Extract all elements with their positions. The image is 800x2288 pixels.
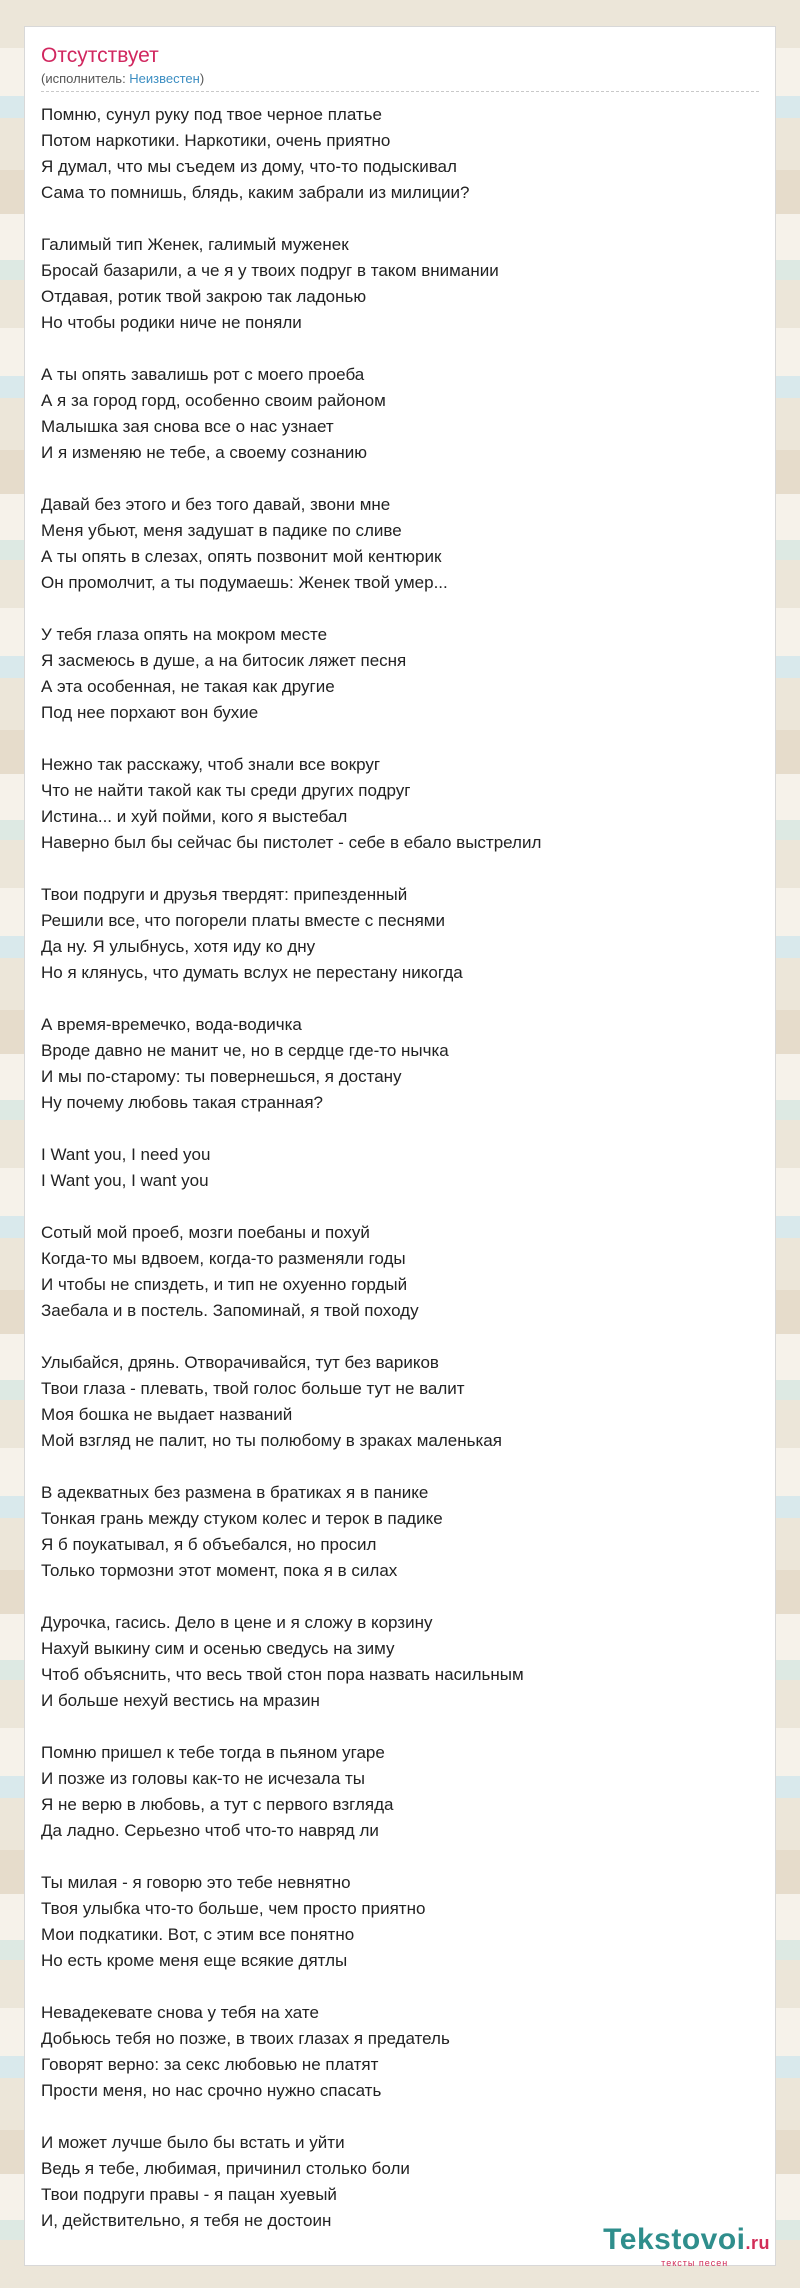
lyrics-line: Да ладно. Серьезно чтоб что-то навряд ли [41, 1821, 379, 1840]
lyrics-line: И позже из головы как-то не исчезала ты [41, 1769, 366, 1788]
lyrics-line: Моя бошка не выдает названий [41, 1405, 293, 1424]
lyrics-line: Я засмеюсь в душе, а на битосик ляжет песня [41, 651, 407, 670]
lyrics-line: И, действительно, я тебя не достоин [41, 2211, 332, 2230]
lyrics-line: Нахуй выкину сим и осенью сведусь на зиму [41, 1639, 395, 1658]
lyrics-stanza [41, 1480, 759, 1584]
lyrics-stanza [41, 232, 759, 336]
lyrics-line: И больше нехуй вестись на мразин [41, 1691, 320, 1710]
lyrics-line: Вроде давно не манит че, но в сердце где-то нычка [41, 1041, 449, 1060]
lyrics-body [41, 102, 759, 2234]
meta-prefix: (исполнитель: [41, 71, 130, 86]
lyrics-line: Под нее порхают вон бухие [41, 703, 259, 722]
lyrics-line: Но я клянусь, что думать вслух не перестану никогда [41, 963, 463, 982]
logo-wordmark [603, 2225, 770, 2258]
logo-tld: .ru [745, 2233, 770, 2253]
lyrics-stanza [41, 1870, 759, 1974]
lyrics-stanza [41, 1220, 759, 1324]
lyrics-line: Я не верю в любовь, а тут с первого взгляда [41, 1795, 394, 1814]
lyrics-line: Наверно был бы сейчас бы пистолет - себе в ебало выстрелил [41, 833, 542, 852]
site-logo[interactable] [603, 2225, 770, 2268]
lyrics-line: Говорят верно: за секс любовью не платят [41, 2055, 379, 2074]
title-divider [41, 91, 759, 92]
lyrics-stanza [41, 1610, 759, 1714]
lyrics-stanza [41, 2000, 759, 2104]
lyrics-card [24, 26, 776, 2266]
lyrics-line: Невадекевате снова у тебя на хате [41, 2003, 319, 2022]
lyrics-line: И мы по-старому: ты повернешься, я достану [41, 1067, 402, 1086]
lyrics-line: И я изменяю не тебе, а своему сознанию [41, 443, 367, 462]
lyrics-line: Твои подруги правы - я пацан хуевый [41, 2185, 337, 2204]
lyrics-line: Он промолчит, а ты подумаешь: Женек твой умер... [41, 573, 448, 592]
lyrics-line: Добьюсь тебя но позже, в твоих глазах я предатель [41, 2029, 450, 2048]
lyrics-line: Прости меня, но нас срочно нужно спасать [41, 2081, 382, 2100]
lyrics-line: И чтобы не спиздеть, и тип не охуенно гордый [41, 1275, 408, 1294]
lyrics-stanza [41, 492, 759, 596]
lyrics-line: Галимый тип Женек, галимый муженек [41, 235, 349, 254]
lyrics-line: Твоя улыбка что-то больше, чем просто приятно [41, 1899, 426, 1918]
lyrics-stanza [41, 2130, 759, 2234]
lyrics-line: И может лучше было бы встать и уйти [41, 2133, 345, 2152]
lyrics-line: Потом наркотики. Наркотики, очень приятно [41, 131, 391, 150]
lyrics-line: Решили все, что погорели платы вместе с песнями [41, 911, 445, 930]
lyrics-line: Но чтобы родики ниче не поняли [41, 313, 302, 332]
lyrics-stanza [41, 882, 759, 986]
lyrics-line: Бросай базарили, а че я у твоих подруг в таком внимании [41, 261, 499, 280]
lyrics-line: Мой взгляд не палит, но ты полюбому в зраках маленькая [41, 1431, 502, 1450]
lyrics-line: Сама то помнишь, блядь, каким забрали из милиции? [41, 183, 470, 202]
lyrics-line: Улыбайся, дрянь. Отворачивайся, тут без вариков [41, 1353, 439, 1372]
lyrics-line: Мои подкатики. Вот, с этим все понятно [41, 1925, 355, 1944]
lyrics-line: Только тормозни этот момент, пока я в силах [41, 1561, 398, 1580]
lyrics-line: А я за город горд, особенно своим районом [41, 391, 386, 410]
lyrics-line: Тонкая грань между стуком колес и терок в падике [41, 1509, 443, 1528]
lyrics-line: Давай без этого и без того давай, звони мне [41, 495, 391, 514]
lyrics-line: Сотый мой проеб, мозги поебаны и похуй [41, 1223, 370, 1242]
lyrics-line: Что не найти такой как ты среди других подруг [41, 781, 411, 800]
lyrics-line: Нежно так расскажу, чтоб знали все вокруг [41, 755, 381, 774]
lyrics-line: Помню пришел к тебе тогда в пьяном угаре [41, 1743, 385, 1762]
lyrics-line: Но есть кроме меня еще всякие дятлы [41, 1951, 348, 1970]
logo-tagline: тексты песен [661, 2258, 729, 2268]
lyrics-line: У тебя глаза опять на мокром месте [41, 625, 328, 644]
lyrics-line: Твои подруги и друзья твердят: припезденный [41, 885, 408, 904]
lyrics-line: Заебала и в постель. Запоминай, я твой походу [41, 1301, 419, 1320]
lyrics-stanza [41, 1740, 759, 1844]
lyrics-line: Я б поукатывал, я б объебался, но просил [41, 1535, 377, 1554]
song-meta [41, 70, 759, 88]
lyrics-line: I Want you, I want you [41, 1171, 209, 1190]
lyrics-line: Да ну. Я улыбнусь, хотя иду ко дну [41, 937, 316, 956]
lyrics-line: Когда-то мы вдвоем, когда-то разменяли годы [41, 1249, 406, 1268]
logo-name: Tekstovoi [603, 2223, 746, 2256]
lyrics-stanza [41, 622, 759, 726]
lyrics-stanza [41, 362, 759, 466]
lyrics-line: I Want you, I need you [41, 1145, 211, 1164]
lyrics-line: Малышка зая снова все о нас узнает [41, 417, 334, 436]
lyrics-line: А ты опять завалишь рот с моего проеба [41, 365, 365, 384]
lyrics-line: Отдавая, ротик твой закрою так ладонью [41, 287, 367, 306]
lyrics-line: А эта особенная, не такая как другие [41, 677, 335, 696]
lyrics-stanza [41, 1350, 759, 1454]
lyrics-line: Ведь я тебе, любимая, причинил столько боли [41, 2159, 410, 2178]
lyrics-stanza [41, 102, 759, 206]
lyrics-line: Твои глаза - плевать, твой голос больше тут не валит [41, 1379, 465, 1398]
lyrics-line: Дурочка, гасись. Дело в цене и я сложу в корзину [41, 1613, 433, 1632]
lyrics-line: Истина... и хуй пойми, кого я выстебал [41, 807, 348, 826]
meta-suffix: ) [199, 71, 205, 86]
lyrics-line: Чтоб объяснить, что весь твой стон пора назвать насильным [41, 1665, 524, 1684]
lyrics-stanza [41, 1142, 759, 1194]
lyrics-line: Я думал, что мы съедем из дому, что-то подыскивал [41, 157, 457, 176]
song-title: Отсутствует [41, 44, 159, 67]
lyrics-stanza [41, 1012, 759, 1116]
lyrics-line: Ну почему любовь такая странная? [41, 1093, 324, 1112]
lyrics-stanza [41, 752, 759, 856]
lyrics-line: В адекватных без размена в братиках я в панике [41, 1483, 429, 1502]
lyrics-line: А время-времечко, вода-водичка [41, 1015, 302, 1034]
artist-link[interactable]: Неизвестен [129, 71, 200, 86]
lyrics-line: Ты милая - я говорю это тебе невнятно [41, 1873, 351, 1892]
lyrics-line: Меня убьют, меня задушат в падике по сливе [41, 521, 402, 540]
lyrics-line: Помню, сунул руку под твое черное платье [41, 105, 382, 124]
lyrics-line: А ты опять в слезах, опять позвонит мой кентюрик [41, 547, 442, 566]
